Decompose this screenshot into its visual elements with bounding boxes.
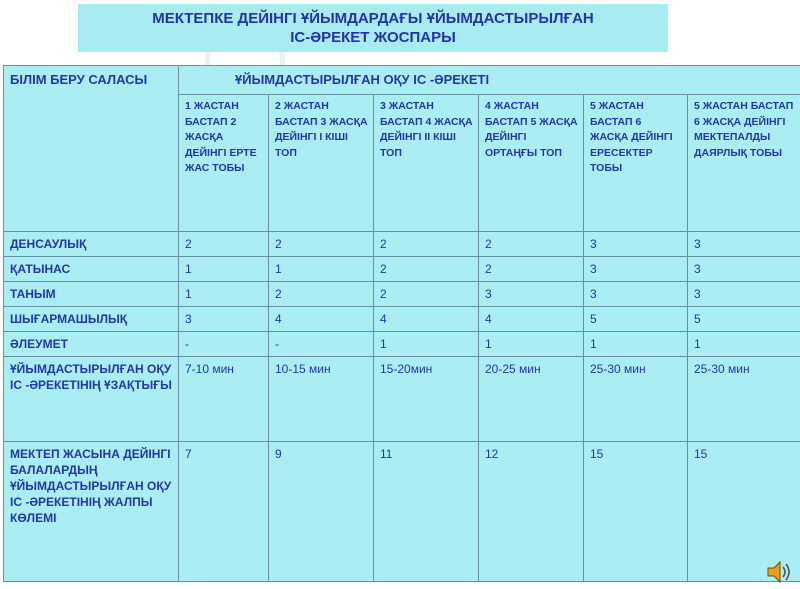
table-cell: 3 <box>688 257 800 282</box>
table-cell: 20-25 мин <box>479 357 584 442</box>
table-cell: - <box>269 332 374 357</box>
table-cell: 3 <box>688 232 800 257</box>
table-cell: 25-30 мин <box>584 357 688 442</box>
table-cell: 2 <box>269 232 374 257</box>
corner-header: БІЛІМ БЕРУ САЛАСЫ <box>4 66 179 232</box>
table-cell: 4 <box>479 307 584 332</box>
table-cell: - <box>179 332 269 357</box>
table-cell: 5 <box>688 307 800 332</box>
table-cell: 2 <box>374 282 479 307</box>
row-label: ДЕНСАУЛЫҚ <box>4 232 179 257</box>
plan-table <box>3 65 800 582</box>
column-header: 4 ЖАСТАН БАСТАП 5 ЖАСҚА ДЕЙІНГІ ОРТАҢҒЫ ТОП <box>479 95 584 232</box>
table-cell: 12 <box>479 442 584 582</box>
table-cell: 2 <box>269 282 374 307</box>
table-cell: 1 <box>374 332 479 357</box>
table-cell: 10-15 мин <box>269 357 374 442</box>
row-label: МЕКТЕП ЖАСЫНА ДЕЙІНГІ БАЛАЛАРДЫҢ ҰЙЫМДАСТЫРЫЛҒАН ОҚУ ІС -ӘРЕКЕТІНІҢ ЖАЛПЫ КӨЛЕМІ <box>4 442 179 582</box>
table-cell: 3 <box>584 232 688 257</box>
table-cell: 2 <box>479 257 584 282</box>
row-label: ҰЙЫМДАСТЫРЫЛҒАН ОҚУ ІС -ӘРЕКЕТІНІҢ ҰЗАҚТЫҒЫ <box>4 357 179 442</box>
table-cell: 1 <box>179 257 269 282</box>
table-cell: 15 <box>584 442 688 582</box>
title-line-2: ІС-ӘРЕКЕТ ЖОСПАРЫ <box>78 29 668 47</box>
table-cell: 3 <box>584 282 688 307</box>
table-cell: 3 <box>584 257 688 282</box>
group-header: ҰЙЫМДАСТЫРЫЛҒАН ОҚУ ІС -ӘРЕКЕТІ <box>179 66 800 95</box>
table-cell: 15-20мин <box>374 357 479 442</box>
table-row <box>4 282 800 307</box>
table-cell: 3 <box>179 307 269 332</box>
table-row <box>4 232 800 257</box>
table-cell: 4 <box>374 307 479 332</box>
table-cell: 1 <box>584 332 688 357</box>
table-row <box>4 442 800 582</box>
column-header: 5 ЖАСТАН БАСТАП 6 ЖАСҚА ДЕЙІНГІ МЕКТЕПАЛДЫ ДАЯРЛЫҚ ТОБЫ <box>688 95 800 232</box>
title-line-1: МЕКТЕПКЕ ДЕЙІНГІ ҰЙЫМДАРДАҒЫ ҰЙЫМДАСТЫРЫЛҒАН <box>78 10 668 28</box>
table-cell: 1 <box>688 332 800 357</box>
table-cell: 2 <box>179 232 269 257</box>
table-cell: 9 <box>269 442 374 582</box>
table-row <box>4 332 800 357</box>
table-cell: 2 <box>479 232 584 257</box>
table-cell: 7-10 мин <box>179 357 269 442</box>
table-cell: 2 <box>374 232 479 257</box>
table-cell: 4 <box>269 307 374 332</box>
table-cell: 11 <box>374 442 479 582</box>
column-header: 5 ЖАСТАН БАСТАП 6 ЖАСҚА ДЕЙІНГІ ЕРЕСЕКТЕР ТОБЫ <box>584 95 688 232</box>
table-cell: 5 <box>584 307 688 332</box>
column-header: 2 ЖАСТАН БАСТАП 3 ЖАСҚА ДЕЙІНГІ І КІШІ ТОП <box>269 95 374 232</box>
row-label: ТАНЫМ <box>4 282 179 307</box>
table-cell: 1 <box>479 332 584 357</box>
table-cell: 1 <box>179 282 269 307</box>
table-cell: 25-30 мин <box>688 357 800 442</box>
table-cell: 3 <box>479 282 584 307</box>
table-cell: 3 <box>688 282 800 307</box>
speaker-icon[interactable] <box>766 560 792 584</box>
column-header: 1 ЖАСТАН БАСТАП 2 ЖАСҚА ДЕЙІНГІ ЕРТЕ ЖАС ТОБЫ <box>179 95 269 232</box>
column-header: 3 ЖАСТАН БАСТАП 4 ЖАСҚА ДЕЙІНГІ ІІ КІШІ ТОП <box>374 95 479 232</box>
table-row <box>4 257 800 282</box>
row-label: ШЫҒАРМАШЫЛЫҚ <box>4 307 179 332</box>
table-row <box>4 357 800 442</box>
row-label: ӘЛЕУМЕТ <box>4 332 179 357</box>
table-cell: 15 <box>688 442 800 582</box>
table-cell: 2 <box>374 257 479 282</box>
table-cell: 1 <box>269 257 374 282</box>
table-cell: 7 <box>179 442 269 582</box>
slide-title <box>78 4 668 52</box>
table-row <box>4 307 800 332</box>
row-label: ҚАТЫНАС <box>4 257 179 282</box>
